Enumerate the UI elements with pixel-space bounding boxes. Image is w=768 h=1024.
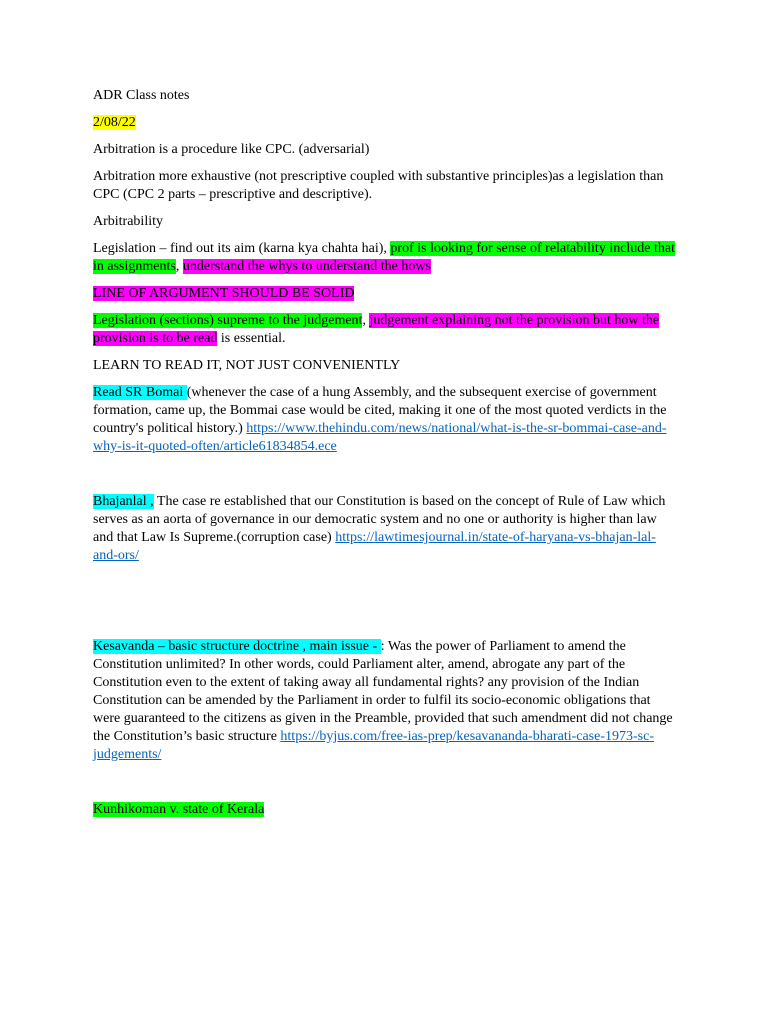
kesavanda-text: : Was the power of Parliament to amend the Constitution unlimited? In other words, could Parliament alter, amend, abrogate any part of the Constitution even to the extent of taking away all fundamental rights? any provision of the Indian Constitution can be amended by the Parliament in order to fulfil its socio-economic obligations that were guaranteed to the citizens as given in the Preamble, provided that such amendment did not change the Constitution’s basic structure	[93, 639, 673, 744]
paragraph-legislation-aim	[93, 240, 678, 276]
bommai-text: (whenever the case of a hung Assembly, and the subsequent exercise of government formation, came up, the Bommai case would be cited, making it one of the most quoted verdicts in the country's political history.)	[93, 385, 667, 436]
paragraph-arbitration-procedure: Arbitration is a procedure like CPC. (adversarial)	[93, 142, 370, 157]
bhajanlal-link[interactable]: https://lawtimesjournal.in/state-of-haryana-vs-bhajan-lal-and-ors/	[93, 530, 656, 563]
paragraph-legislation-supreme	[93, 312, 678, 348]
spacer	[93, 465, 678, 493]
paragraph-arbitrability: Arbitrability	[93, 214, 163, 229]
paragraph-learn-to-read: LEARN TO READ IT, NOT JUST CONVENIENTLY	[93, 358, 401, 373]
date-highlight: 2/08/22	[93, 115, 136, 130]
judgement-explaining-highlight: judgement explaining not the provision but how the provision is to be read	[93, 313, 660, 346]
bhajanlal-text: The case re established that our Constitution is based on the concept of Rule of Law which serves as an aorta of governance in our democratic system and no one or authority is higher than law and that Law Is Supreme.(corruption case)	[93, 494, 666, 545]
paragraph-arbitration-exhaustive: Arbitration more exhaustive (not prescriptive coupled with substantive principles)as a legislation than CPC (CPC 2 parts – prescriptive and descriptive).	[93, 169, 664, 202]
document-page	[93, 87, 678, 828]
paragraph-line-of-argument	[93, 285, 678, 303]
doc-title: ADR Class notes	[93, 88, 190, 103]
relatability-highlight: prof is looking for sense of relatability include that in assignments	[93, 241, 676, 274]
legislation-aim-sep: ,	[175, 259, 183, 274]
kunhikoman-highlight: Kunhikoman v. state of Kerala	[93, 802, 265, 817]
bhajanlal-label: Bhajanlal ,	[93, 494, 154, 509]
bommai-link[interactable]: https://www.thehindu.com/news/national/what-is-the-sr-bommai-case-and-why-is-it-quoted-often/article61834854.ece	[93, 421, 667, 454]
paragraph-kunhikoman	[93, 801, 678, 819]
date-line	[93, 114, 678, 132]
paragraph-kesavanda	[93, 638, 678, 764]
paragraph-bommai	[93, 384, 678, 456]
paragraph-bhajanlal	[93, 493, 678, 565]
kesavanda-label: Kesavanda – basic structure doctrine , main issue -	[93, 639, 381, 654]
kesavanda-link[interactable]: https://byjus.com/free-ias-prep/kesavananda-bharati-case-1973-sc-judgements/	[93, 729, 654, 762]
whys-hows-highlight: understand the whys to understand the hows	[182, 259, 431, 274]
legislation-supreme-sep: ,	[362, 313, 370, 328]
spacer	[93, 773, 678, 801]
legislation-supreme-highlight: Legislation (sections) supreme to the judgement	[93, 313, 363, 328]
line-of-argument-highlight: LINE OF ARGUMENT SHOULD BE SOLID	[93, 286, 355, 301]
spacer	[93, 574, 678, 638]
legislation-supreme-tail: is essential.	[217, 331, 286, 346]
legislation-aim-text: Legislation – find out its aim (karna kya chahta hai),	[93, 241, 391, 256]
bommai-label: Read SR Bomai	[93, 385, 187, 400]
